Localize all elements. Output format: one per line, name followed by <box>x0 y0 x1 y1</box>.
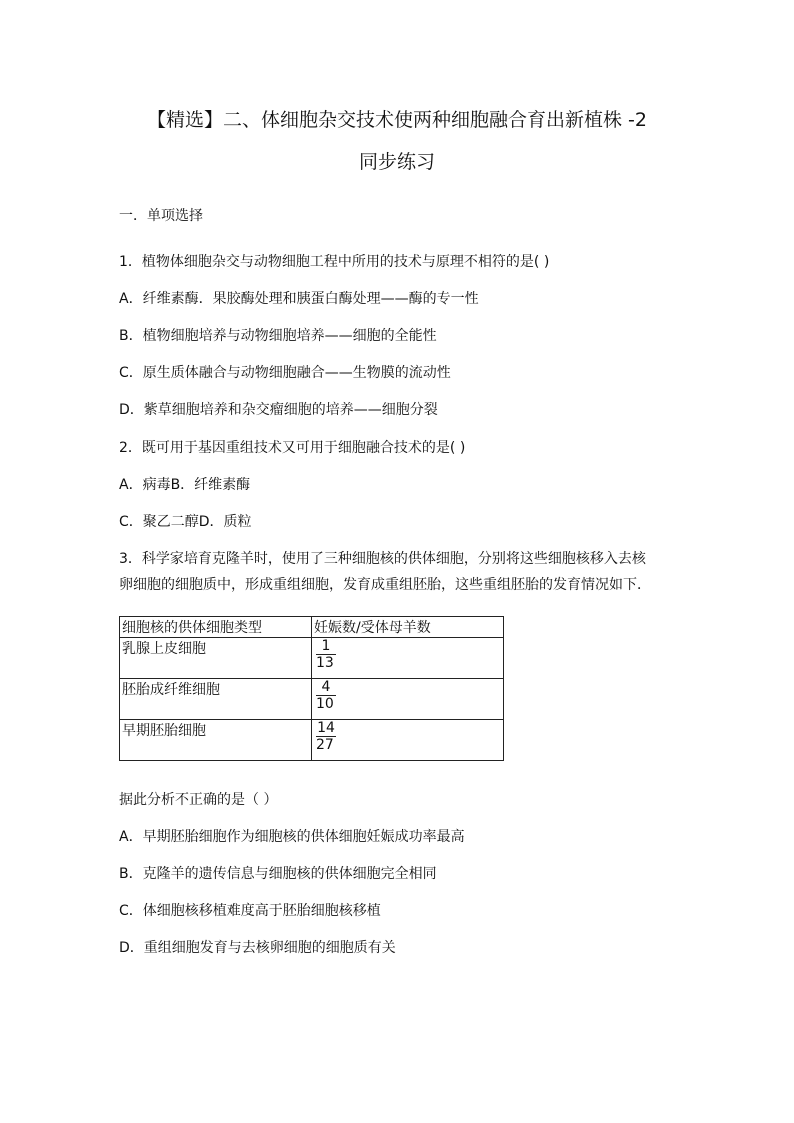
fraction <box>316 679 336 712</box>
table-cell-type: 早期胚胎细胞 <box>120 720 312 761</box>
page-title-line2: 同步练习 <box>358 151 435 173</box>
q1-stem: 1．植物体细胞杂交与动物细胞工程中所用的技术与原理不相符的是( ) <box>119 254 550 270</box>
page-title-line1: 【精选】二、体细胞杂交技术使两种细胞融合育出新植株 -2 <box>147 109 647 131</box>
section-heading: 一．单项选择 <box>119 208 203 224</box>
fraction-denominator: 10 <box>316 696 334 712</box>
q2-stem: 2．既可用于基因重组技术又可用于细胞融合技术的是( ) <box>119 440 466 456</box>
q2-option-cd: C．聚乙二醇D．质粒 <box>119 514 252 530</box>
fraction-numerator: 1 <box>321 638 331 654</box>
table-header-cell: 妊娠数/受体母羊数 <box>312 617 504 638</box>
q3-option-a: A．早期胚胎细胞作为细胞核的供体细胞妊娠成功率最高 <box>119 829 465 845</box>
table-header-row <box>120 617 504 638</box>
fraction-denominator: 27 <box>316 737 334 753</box>
table-cell-type: 胚胎成纤维细胞 <box>120 679 312 720</box>
fraction-denominator: 13 <box>316 655 334 671</box>
q1-option-c: C．原生质体融合与动物细胞融合——生物膜的流动性 <box>119 365 451 381</box>
fraction <box>316 638 336 671</box>
q3-stem-line1: 3．科学家培育克隆羊时，使用了三种细胞核的供体细胞，分别将这些细胞核移入去核 <box>119 551 646 567</box>
fraction <box>316 720 336 753</box>
fraction-numerator: 14 <box>317 720 335 736</box>
table-row <box>120 720 504 761</box>
q3-option-b: B．克隆羊的遗传信息与细胞核的供体细胞完全相同 <box>119 866 437 882</box>
table-row <box>120 638 504 679</box>
q1-option-b: B．植物细胞培养与动物细胞培养——细胞的全能性 <box>119 328 437 344</box>
q3-stem-line2: 卵细胞的细胞质中，形成重组细胞，发育成重组胚胎，这些重组胚胎的发育情况如下． <box>119 577 651 593</box>
table-cell-type: 乳腺上皮细胞 <box>120 638 312 679</box>
fraction-numerator: 4 <box>321 679 331 695</box>
table-cell-fraction <box>312 679 504 720</box>
table-header-cell: 细胞核的供体细胞类型 <box>120 617 312 638</box>
q3-option-d: D．重组细胞发育与去核卵细胞的细胞质有关 <box>119 940 396 956</box>
q3-option-c: C．体细胞核移植难度高于胚胎细胞核移植 <box>119 903 381 919</box>
q3-question: 据此分析不正确的是（ ） <box>119 792 278 808</box>
q1-option-d: D．紫草细胞培养和杂交瘤细胞的培养——细胞分裂 <box>119 402 438 418</box>
table-cell-fraction <box>312 638 504 679</box>
table-cell-fraction <box>312 720 504 761</box>
q2-option-ab: A．病毒B．纤维素酶 <box>119 477 251 493</box>
q1-option-a: A．纤维素酶．果胶酶处理和胰蛋白酶处理——酶的专一性 <box>119 291 479 307</box>
data-table <box>119 616 504 761</box>
table-row <box>120 679 504 720</box>
